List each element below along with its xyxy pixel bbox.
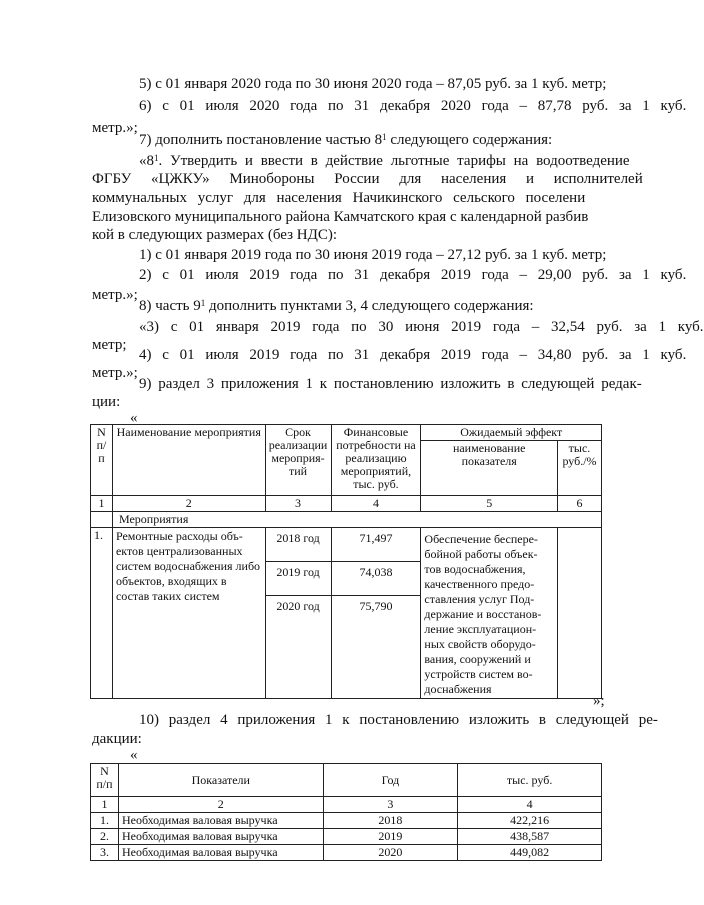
quote-8-line5: кой в следующих размерах (без НДС): <box>92 227 338 243</box>
header-effect: Ожидаемый эффект <box>421 425 602 441</box>
tariff-3-line1: «3) с 01 января 2019 года по 30 июня 2019 года – 32,54 руб. за 1 куб. <box>139 319 704 335</box>
table-row-indicator: Необходимая валовая выручка <box>118 845 323 861</box>
row-name: Ремонтные расходы объ- ектов централизованных систем водоснабжения либо объектов, входящих в состав таких систем <box>112 528 265 699</box>
col-number: 1 <box>91 496 113 512</box>
table-row-year: 2018 <box>323 813 458 829</box>
quote-8-line2: ФГБУ «ЦЖКУ» Минобороны России для населения и исполнителей <box>92 171 643 187</box>
year-cell: 2019 год <box>265 561 331 595</box>
table-row-indicator: Необходимая валовая выручка <box>118 813 323 829</box>
header-value: тыс. руб. <box>458 764 602 797</box>
item-6-line2: метр.»; <box>92 120 138 136</box>
row-num: 1. <box>91 528 113 699</box>
row-units-empty <box>558 528 602 699</box>
year-cell: 2020 год <box>265 595 331 698</box>
paragraph-10-line2: дакции: <box>92 731 142 747</box>
tariff-4-line2: метр.»; <box>92 365 138 381</box>
q8-text: . Утвердить и ввести в действие льготные тарифы на водоотведение <box>158 153 630 169</box>
open-quote-2: « <box>130 747 138 763</box>
value-cell: 71,497 <box>331 528 421 562</box>
col-number: 1 <box>91 797 119 813</box>
year-cell: 2018 год <box>265 528 331 562</box>
quote-8-line3: коммунальных услуг для населения Начикинского сельского поселени <box>92 190 586 206</box>
header-indicator: Показатели <box>118 764 323 797</box>
paragraph-9-line2: ции: <box>92 394 121 410</box>
header-finance: Финансовые потребности на реализацию мероприятий, тыс. руб. <box>331 425 421 496</box>
col-number: 3 <box>265 496 331 512</box>
row-effect: Обеспечение беспере- бойной работы объек- тов водоснабжения, качественного предо- ставления услуг Под- держание и восстанов- ление эксплуатацион- ных свойств оборудо- вания, сооружений и устройств систем во- доснабжения <box>421 528 558 699</box>
section-num-empty <box>91 512 113 528</box>
table-row-indicator: Необходимая валовая выручка <box>118 829 323 845</box>
close-quote-1: »; <box>593 693 605 709</box>
tariff-1: 1) с 01 января 2019 года по 30 июня 2019 года – 27,12 руб. за 1 куб. метр; <box>139 247 607 263</box>
open-quote-1: « <box>130 410 138 426</box>
p8-end: дополнить пунктами 3, 4 следующего содержания: <box>205 298 534 314</box>
table-row-value: 438,587 <box>458 829 602 845</box>
p8-sup: 1 <box>200 298 206 308</box>
indicators-table <box>90 763 602 861</box>
item-5: 5) с 01 января 2020 года по 30 июня 2020 года – 87,05 руб. за 1 куб. метр; <box>139 76 607 92</box>
value-cell: 74,038 <box>331 561 421 595</box>
col-number: 6 <box>558 496 602 512</box>
tariff-4-line1: 4) с 01 июля 2019 года по 31 декабря 2019 года – 34,80 руб. за 1 куб. <box>139 347 687 363</box>
col-number: 5 <box>421 496 558 512</box>
p7-sup: 1 <box>382 132 387 142</box>
table-row-value: 449,082 <box>458 845 602 861</box>
paragraph-7 <box>139 131 552 149</box>
tariff-2-line2: метр.»; <box>92 287 138 303</box>
table-row-value: 422,216 <box>458 813 602 829</box>
q8-start: «8 <box>139 153 154 169</box>
measures-table <box>90 424 602 699</box>
item-6-line1: 6) с 01 июля 2020 года по 31 декабря 2020 года – 87,78 руб. за 1 куб. <box>139 98 687 114</box>
header-num: N п/ п <box>91 425 113 496</box>
quote-8-line1 <box>139 152 630 170</box>
tariff-2-line1: 2) с 01 июля 2019 года по 31 декабря 2019 года – 29,00 руб. за 1 куб. <box>139 267 687 283</box>
col-number: 4 <box>331 496 421 512</box>
table-row-year: 2020 <box>323 845 458 861</box>
header-name: Наименование мероприятия <box>112 425 265 496</box>
tariff-3-line2: метр; <box>92 337 127 353</box>
paragraph-9-line1: 9) раздел 3 приложения 1 к постановлению изложить в следующей редак- <box>139 376 642 392</box>
col-number: 2 <box>118 797 323 813</box>
header-year: Год <box>323 764 458 797</box>
section-title: Мероприятия <box>112 512 601 528</box>
header-indicator: наименование показателя <box>421 441 558 496</box>
p7-end: следующего содержания: <box>386 132 553 148</box>
header-num: N п/п <box>91 764 119 797</box>
paragraph-10-line1: 10) раздел 4 приложения 1 к постановлению изложить в следующей ре- <box>139 712 658 728</box>
col-number: 2 <box>112 496 265 512</box>
q8-sup: 1 <box>154 153 159 163</box>
col-number: 4 <box>458 797 602 813</box>
paragraph-8 <box>139 297 534 315</box>
header-units: тыс. руб./% <box>558 441 602 496</box>
table-row-num: 3. <box>91 845 119 861</box>
table-row-num: 1. <box>91 813 119 829</box>
header-term: Срок реализации мероприя- тий <box>265 425 331 496</box>
p8-text: 8) часть 9 <box>139 298 201 314</box>
p7-text: 7) дополнить постановление частью 8 <box>139 132 383 148</box>
quote-8-line4: Елизовского муниципального района Камчатского края с календарной разбив <box>92 209 589 225</box>
value-cell: 75,790 <box>331 595 421 698</box>
col-number: 3 <box>323 797 458 813</box>
table-row-num: 2. <box>91 829 119 845</box>
table-row-year: 2019 <box>323 829 458 845</box>
